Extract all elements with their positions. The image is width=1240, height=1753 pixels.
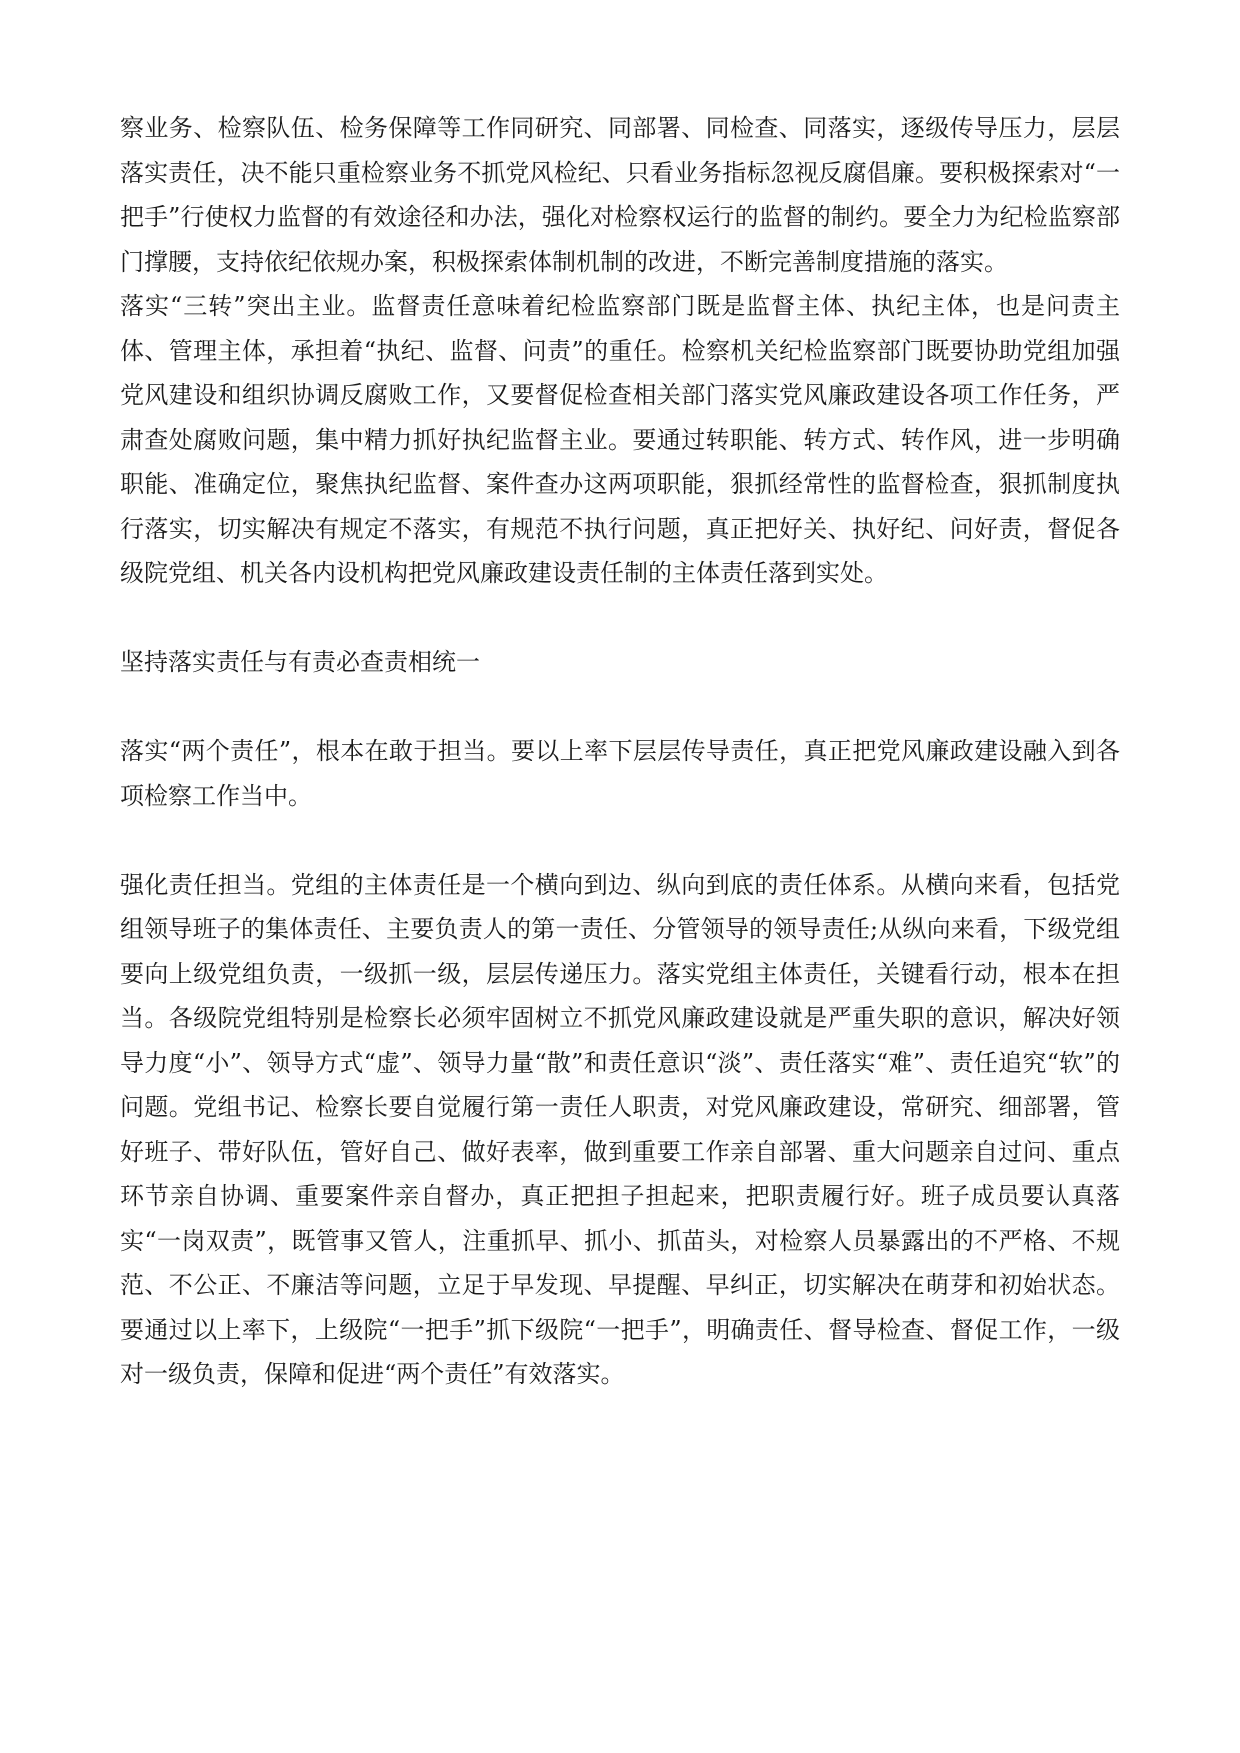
- paragraph-spacer: [120, 685, 1120, 730]
- document-body: [120, 106, 1120, 1397]
- paragraph-strengthen-responsibility: 强化责任担当。党组的主体责任是一个横向到边、纵向到底的责任体系。从横向来看，包括党组领导班子的集体责任、主要负责人的第一责任、分管领导的领导责任;从纵向来看，下级党组要向上级党组负责，一级抓一级，层层传递压力。落实党组主体责任，关键看行动，根本在担当。各级院党组特别是检察长必须牢固树立不抓党风廉政建设就是严重失职的意识，解决好领导力度“小”、领导方式“虚”、领导力量“散”和责任意识“淡”、责任落实“难”、责任追究“软”的问题。党组书记、检察长要自觉履行第一责任人职责，对党风廉政建设，常研究、细部署，管好班子、带好队伍，管好自己、做好表率，做到重要工作亲自部署、重大问题亲自过问、重点环节亲自协调、重要案件亲自督办，真正把担子担起来，把职责履行好。班子成员要认真落实“一岗双责”，既管事又管人，注重抓早、抓小、抓苗头，对检察人员暴露出的不严格、不规范、不公正、不廉洁等问题，立足于早发现、早提醒、早纠正，切实解决在萌芽和初始状态。要通过以上率下，上级院“一把手”抓下级院“一把手”，明确责任、督导检查、督促工作，一级对一级负责，保障和促进“两个责任”有效落实。: [120, 870, 1120, 1388]
- paragraph-continuation: 察业务、检察队伍、检务保障等工作同研究、同部署、同检查、同落实，逐级传导压力，层层落实责任，决不能只重检察业务不抓党风检纪、只看业务指标忽视反腐倡廉。要积极探索对“一把手”行使权力监督的有效途径和办法，强化对检察权运行的监督的制约。要全力为纪检监察部门撑腰，支持依纪依规办案，积极探索体制机制的改进，不断完善制度措施的落实。: [120, 114, 1120, 276]
- paragraph-spacer: [120, 596, 1120, 641]
- paragraph-spacer: [120, 818, 1120, 863]
- paragraph-san-zhuan: 落实“三转”突出主业。监督责任意味着纪检监察部门既是监督主体、执纪主体，也是问责主体、管理主体，承担着“执纪、监督、问责”的重任。检察机关纪检监察部门既要协助党组加强党风建设和组织协调反腐败工作，又要督促检查相关部门落实党风廉政建设各项工作任务，严肃查处腐败问题，集中精力抓好执纪监督主业。要通过转职能、转方式、转作风，进一步明确职能、准确定位，聚焦执纪监督、案件查办这两项职能，狠抓经常性的监督检查，狠抓制度执行落实，切实解决有规定不落实，有规范不执行问题，真正把好关、执好纪、问好责，督促各级院党组、机关各内设机构把党风廉政建设责任制的主体责任落到实处。: [120, 292, 1120, 587]
- section-heading: 坚持落实责任与有责必查责相统一: [120, 648, 480, 676]
- paragraph-two-responsibilities: 落实“两个责任”，根本在敢于担当。要以上率下层层传导责任，真正把党风廉政建设融入到各项检察工作当中。: [120, 737, 1120, 810]
